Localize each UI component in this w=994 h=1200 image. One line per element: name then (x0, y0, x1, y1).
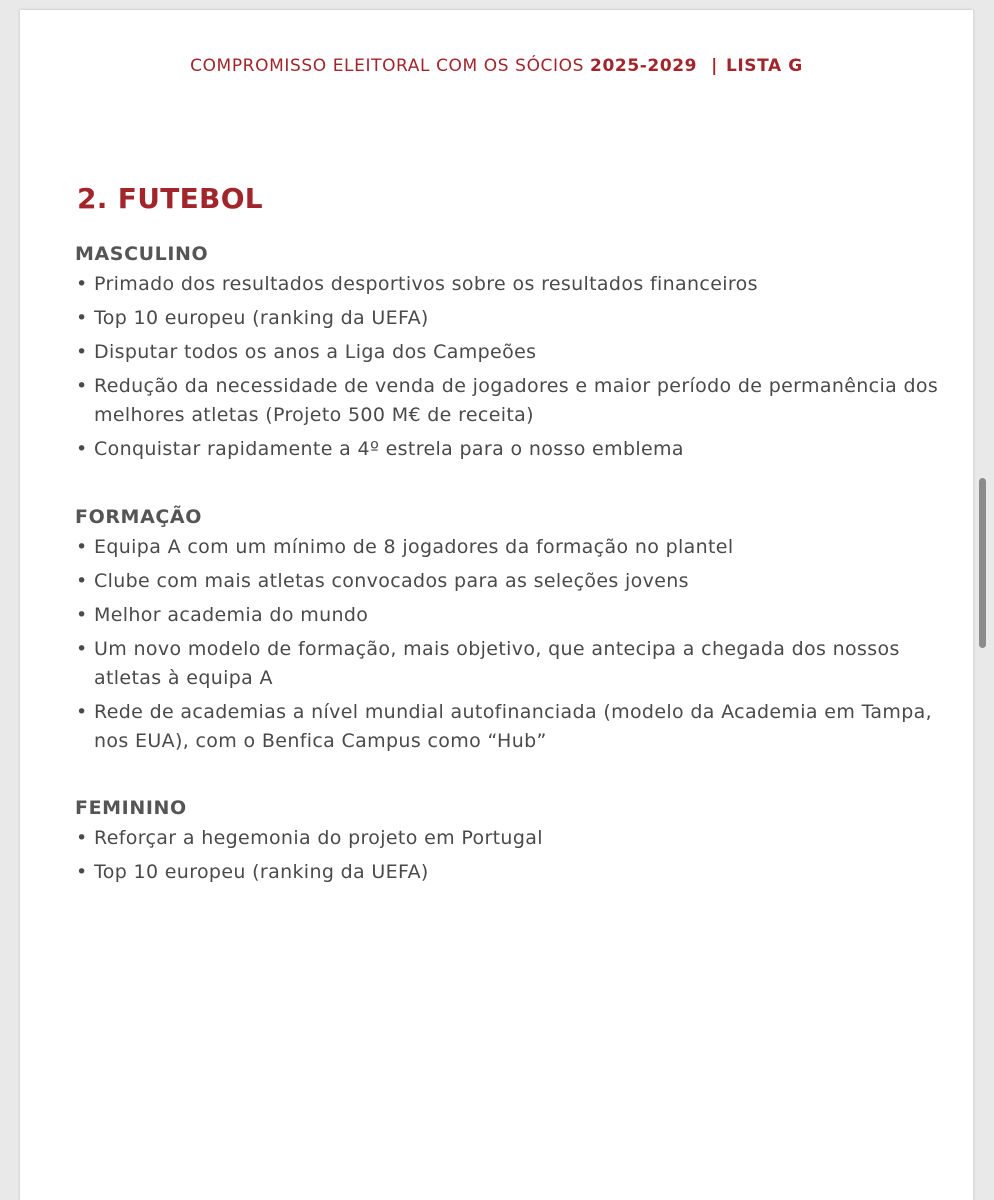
bullet-list (75, 270, 955, 464)
list-item: • Conquistar rapidamente a 4º estrela para o nosso emblema (75, 435, 955, 464)
list-item: • Clube com mais atletas convocados para as seleções jovens (75, 567, 955, 596)
list-item: • Top 10 europeu (ranking da UEFA) (75, 304, 955, 333)
subsection-title: MASCULINO (75, 243, 209, 265)
header-years: 2025-2029 (590, 56, 698, 76)
list-item: • Rede de academias a nível mundial autofinanciada (modelo da Academia em Tampa, nos EUA), com o Benfica Campus como “Hub” (75, 698, 955, 756)
list-item: • Equipa A com um mínimo de 8 jogadores da formação no plantel (75, 533, 955, 562)
section-title: 2. FUTEBOL (77, 182, 263, 215)
bullet-list (75, 533, 955, 756)
section-feminino (75, 794, 955, 892)
subsection-title: FORMAÇÃO (75, 506, 202, 528)
vertical-scrollbar[interactable] (979, 478, 986, 648)
section-formacao (75, 503, 955, 761)
list-item: • Reforçar a hegemonia do projeto em Portugal (75, 824, 955, 853)
list-item: • Disputar todos os anos a Liga dos Campeões (75, 338, 955, 367)
header-separator: | (711, 56, 718, 76)
list-item: • Top 10 europeu (ranking da UEFA) (75, 858, 955, 887)
list-item: • Primado dos resultados desportivos sobre os resultados financeiros (75, 270, 955, 299)
bullet-list (75, 824, 955, 887)
list-item: • Redução da necessidade de venda de jogadores e maior período de permanência dos melhores atletas (Projeto 500 M€ de receita) (75, 372, 955, 430)
subsection-title: FEMININO (75, 797, 187, 819)
section-masculino (75, 240, 955, 469)
header-prefix: COMPROMISSO ELEITORAL COM OS SÓCIOS (190, 56, 585, 76)
page-header (20, 56, 973, 76)
list-item: • Um novo modelo de formação, mais objetivo, que antecipa a chegada dos nossos atletas à equipa A (75, 635, 955, 693)
document-page (20, 10, 973, 1200)
header-list: LISTA G (725, 56, 803, 76)
list-item: • Melhor academia do mundo (75, 601, 955, 630)
